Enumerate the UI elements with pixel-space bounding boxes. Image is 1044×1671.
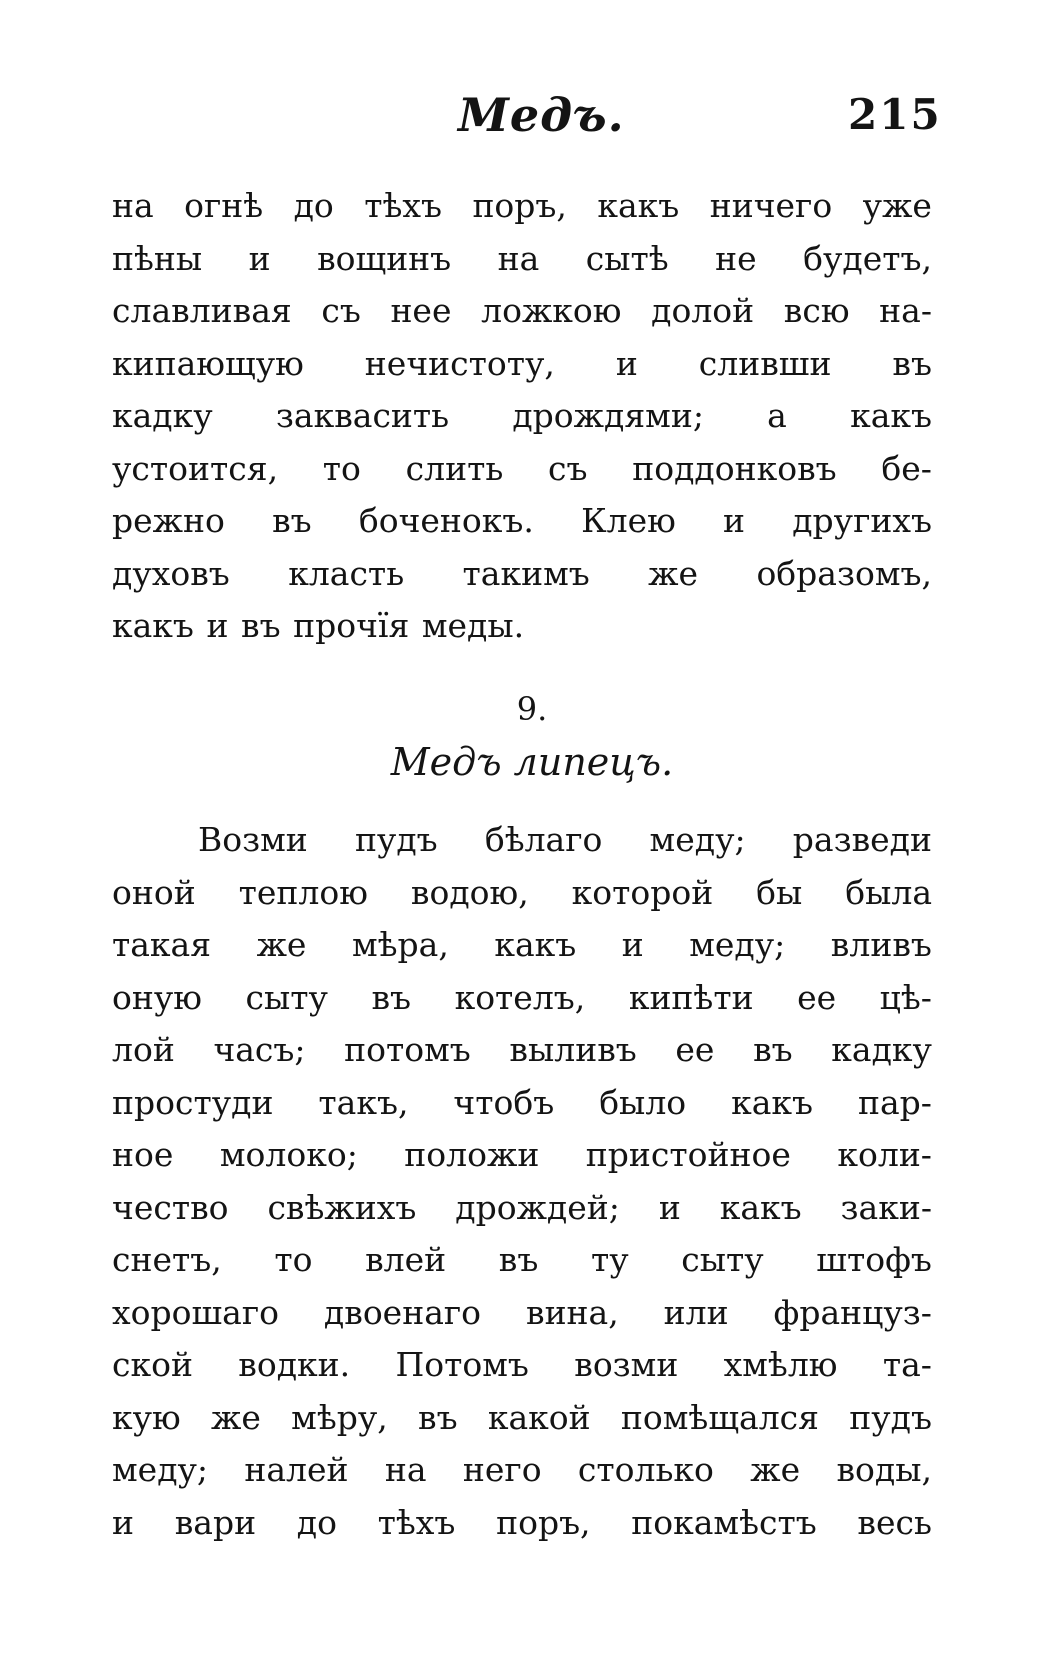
word: режно — [112, 501, 225, 540]
text-line — [112, 1129, 932, 1182]
word: же — [256, 925, 307, 964]
word: кипающую — [112, 343, 304, 383]
word: на- — [879, 291, 932, 330]
text-line — [112, 1497, 932, 1550]
word: пѣны — [112, 238, 203, 278]
text-line — [112, 180, 932, 233]
word: и — [112, 1502, 134, 1542]
word: вливъ — [830, 925, 932, 964]
word: пристойное — [585, 1135, 791, 1174]
word: цѣ- — [879, 977, 932, 1017]
word: ее — [797, 977, 837, 1017]
word: бѣлаго — [484, 820, 603, 859]
word: вари — [174, 1502, 257, 1542]
text-line — [112, 600, 932, 653]
text-line — [112, 338, 932, 391]
word: и — [206, 606, 229, 645]
word: вощинъ — [317, 238, 452, 278]
word: устоится, — [112, 448, 279, 488]
word: слить — [405, 448, 504, 488]
word: бы — [756, 872, 803, 912]
word: возми — [574, 1345, 679, 1384]
word: сыту — [245, 977, 328, 1017]
word: поръ, — [472, 186, 567, 225]
word: помѣщался — [620, 1397, 819, 1437]
word: ничего — [709, 186, 833, 225]
word: и — [658, 1187, 681, 1227]
text-line — [112, 1444, 932, 1497]
word: бе- — [881, 448, 932, 488]
word: меды. — [421, 606, 525, 645]
text-line — [112, 919, 932, 972]
word: съ — [321, 291, 361, 330]
text-line — [112, 390, 932, 443]
word: снетъ, — [112, 1240, 222, 1279]
word: меду; — [649, 820, 746, 859]
word: хорошаго — [112, 1292, 279, 1332]
word: пудъ — [354, 820, 438, 859]
word: и — [248, 238, 271, 278]
word: и — [723, 501, 746, 540]
word: ту — [590, 1240, 629, 1279]
word: водою, — [410, 872, 529, 912]
word: въ — [272, 501, 312, 540]
word: влей — [365, 1240, 447, 1279]
text-line — [112, 1287, 932, 1340]
word: кую — [112, 1397, 181, 1437]
word: мѣра, — [351, 925, 449, 964]
word: долой — [651, 291, 755, 330]
word: въ — [498, 1240, 539, 1279]
word: такая — [112, 925, 212, 964]
word: француз- — [773, 1292, 932, 1332]
running-head — [0, 88, 1044, 148]
text-line — [112, 867, 932, 920]
word: нее — [390, 291, 452, 330]
word: лой — [112, 1030, 175, 1069]
word: Возми — [198, 820, 308, 859]
word: образомъ, — [756, 553, 932, 593]
word: вина, — [525, 1292, 619, 1332]
word: сливши — [698, 343, 832, 383]
word: коли- — [837, 1135, 932, 1174]
word: заки- — [840, 1187, 932, 1227]
word: хмѣлю — [723, 1345, 838, 1384]
word: не — [715, 238, 757, 278]
word: съ — [548, 448, 588, 488]
word: а — [767, 396, 787, 435]
word: до — [293, 186, 334, 225]
word: поддонковъ — [632, 448, 837, 488]
word: какъ — [719, 1187, 802, 1227]
word: прочїя — [293, 606, 410, 645]
word: молоко; — [219, 1135, 358, 1174]
word: въ — [892, 343, 932, 383]
word: въ — [240, 606, 281, 645]
word: дрождями; — [512, 396, 704, 435]
word: Клею — [581, 501, 676, 540]
word: на — [384, 1450, 427, 1489]
word: въ — [371, 977, 412, 1017]
word: кадку — [112, 396, 213, 435]
word: которой — [571, 872, 714, 912]
word: тѣхъ — [377, 1502, 456, 1542]
word: дрождей; — [455, 1187, 620, 1227]
word: ской — [112, 1345, 193, 1384]
word: пудъ — [849, 1397, 932, 1437]
word: кадку — [831, 1030, 932, 1069]
text-line — [112, 972, 932, 1025]
word: поръ, — [496, 1502, 591, 1542]
word: оную — [112, 977, 203, 1017]
word: Потомъ — [395, 1345, 529, 1384]
text-line — [112, 1392, 932, 1445]
word: пар- — [857, 1082, 932, 1122]
word: покамѣстъ — [631, 1502, 817, 1542]
word: столько — [577, 1450, 714, 1489]
word: меду; — [689, 925, 786, 964]
section-number: 9. — [516, 690, 548, 728]
text-line — [112, 495, 932, 548]
word: то — [274, 1240, 313, 1279]
word: будетъ, — [803, 238, 932, 278]
word: ложкою — [481, 291, 622, 330]
text-line — [112, 1077, 932, 1130]
text-line — [112, 285, 932, 338]
word: на — [112, 186, 154, 225]
text-line — [112, 1234, 932, 1287]
word: и — [621, 925, 644, 964]
word: огнѣ — [184, 186, 264, 225]
word: штофъ — [816, 1240, 932, 1279]
text-line — [112, 548, 932, 601]
word: же — [211, 1397, 261, 1437]
word: часъ; — [213, 1030, 306, 1069]
word: какъ — [731, 1082, 814, 1122]
word: было — [599, 1082, 687, 1122]
word: потомъ — [344, 1030, 471, 1069]
word: свѣжихъ — [267, 1187, 417, 1227]
word: выливъ — [509, 1030, 637, 1069]
word: же — [750, 1450, 801, 1489]
page-number: 215 — [848, 90, 942, 139]
word: ное — [112, 1135, 174, 1174]
word: какъ — [112, 606, 194, 645]
paragraph-recipe — [112, 814, 932, 1549]
text-line — [112, 443, 932, 496]
word: въ — [753, 1030, 793, 1069]
word: двоенаго — [323, 1292, 482, 1332]
word: кипѣти — [628, 977, 754, 1017]
word: оной — [112, 872, 196, 912]
word: чтобъ — [453, 1082, 555, 1122]
word: уже — [862, 186, 932, 225]
word: какой — [487, 1397, 591, 1437]
word: налей — [244, 1450, 349, 1489]
word: котелъ, — [454, 977, 586, 1017]
word: меду; — [112, 1450, 209, 1489]
word: него — [462, 1450, 542, 1489]
word: такимъ — [462, 553, 590, 593]
word: сытѣ — [585, 238, 669, 278]
word: воды, — [836, 1450, 932, 1489]
word: тѣхъ — [364, 186, 442, 225]
word: простуди — [112, 1082, 274, 1122]
word: теплою — [238, 872, 368, 912]
word: славливая — [112, 291, 292, 330]
section-title: Медъ липецъ. — [390, 740, 674, 784]
word: положи — [404, 1135, 540, 1174]
word: какъ — [850, 396, 932, 435]
text-line — [112, 1182, 932, 1235]
word: то — [322, 448, 361, 488]
paragraph-continuation — [112, 180, 932, 653]
text-line — [112, 814, 932, 867]
word: ее — [675, 1030, 715, 1069]
text-line — [112, 233, 932, 286]
word: какъ — [597, 186, 680, 225]
word: была — [845, 872, 932, 912]
word: же — [648, 553, 699, 593]
word: духовъ — [112, 553, 230, 593]
word: на — [497, 238, 540, 278]
word: боченокъ. — [358, 501, 534, 540]
word: водки. — [238, 1345, 351, 1384]
word: мѣру, — [291, 1397, 388, 1437]
word: и — [615, 343, 638, 383]
word: до — [296, 1502, 337, 1542]
word: какъ — [494, 925, 577, 964]
word: всю — [783, 291, 850, 330]
word: класть — [288, 553, 405, 593]
word: или — [663, 1292, 729, 1332]
text-line — [112, 1024, 932, 1077]
word: въ — [418, 1397, 458, 1437]
word: нечистоту, — [364, 343, 555, 383]
word: весь — [857, 1502, 932, 1542]
running-title: Медъ. — [458, 88, 625, 142]
word: заквасить — [275, 396, 450, 435]
word: другихъ — [792, 501, 932, 540]
word: разведи — [792, 820, 932, 859]
word: та- — [882, 1345, 932, 1384]
word: чество — [112, 1187, 229, 1227]
word: сыту — [681, 1240, 764, 1279]
text-line — [112, 1339, 932, 1392]
word: такъ, — [318, 1082, 409, 1122]
